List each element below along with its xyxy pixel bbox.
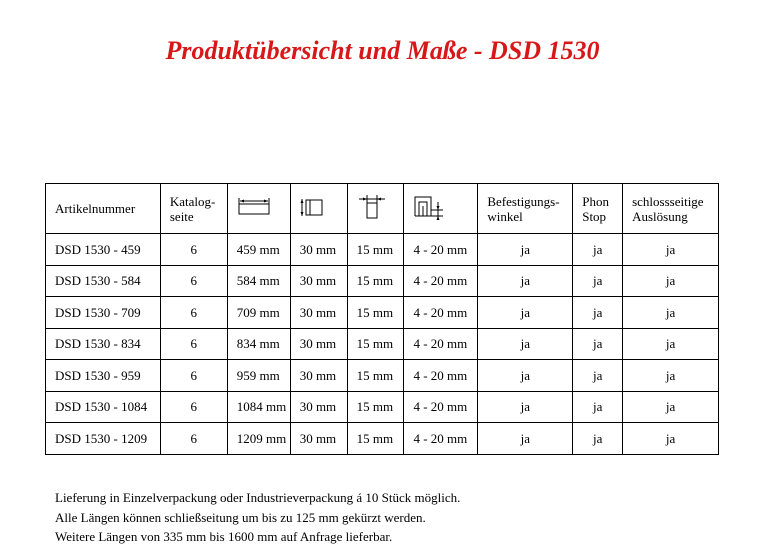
cell-bracket: ja xyxy=(478,297,573,329)
cell-range: 4 - 20 mm xyxy=(404,328,478,360)
cell-release: ja xyxy=(623,265,719,297)
cell-phon-stop: ja xyxy=(573,360,623,392)
cell-catalog: 6 xyxy=(160,360,227,392)
cell-range: 4 - 20 mm xyxy=(404,265,478,297)
depth-dimension-icon xyxy=(357,195,387,222)
header-article: Artikelnummer xyxy=(46,184,161,234)
cell-length: 1209 mm xyxy=(227,423,290,455)
cell-bracket: ja xyxy=(478,328,573,360)
cell-width: 30 mm xyxy=(290,391,347,423)
header-catalog: Katalog- seite xyxy=(160,184,227,234)
page-title: Produktübersicht und Maße - DSD 1530 xyxy=(165,36,600,65)
cell-article: DSD 1530 - 1209 xyxy=(46,423,161,455)
cell-catalog: 6 xyxy=(160,234,227,266)
product-table xyxy=(45,183,719,455)
table-row xyxy=(46,423,719,455)
cell-depth: 15 mm xyxy=(347,297,404,329)
width-dimension-icon xyxy=(300,197,324,220)
cell-length: 1084 mm xyxy=(227,391,290,423)
cell-range: 4 - 20 mm xyxy=(404,391,478,423)
cell-article: DSD 1530 - 584 xyxy=(46,265,161,297)
cell-length: 459 mm xyxy=(227,234,290,266)
header-length xyxy=(227,184,290,234)
cell-catalog: 6 xyxy=(160,265,227,297)
note-lengths: Weitere Längen von 335 mm bis 1600 mm auf Anfrage lieferbar. xyxy=(55,529,393,544)
cell-article: DSD 1530 - 834 xyxy=(46,328,161,360)
cell-bracket: ja xyxy=(478,360,573,392)
header-width xyxy=(290,184,347,234)
note-packaging: Lieferung in Einzelverpackung oder Industrieverpackung á 10 Stück möglich. xyxy=(55,490,461,505)
cell-width: 30 mm xyxy=(290,423,347,455)
cell-width: 30 mm xyxy=(290,328,347,360)
cell-catalog: 6 xyxy=(160,328,227,360)
cell-catalog: 6 xyxy=(160,391,227,423)
cell-release: ja xyxy=(623,297,719,329)
cell-catalog: 6 xyxy=(160,423,227,455)
cell-article: DSD 1530 - 459 xyxy=(46,234,161,266)
cell-depth: 15 mm xyxy=(347,391,404,423)
cell-phon-stop: ja xyxy=(573,234,623,266)
cell-depth: 15 mm xyxy=(347,265,404,297)
cell-depth: 15 mm xyxy=(347,360,404,392)
header-phon-stop: Phon Stop xyxy=(573,184,623,234)
adjustment-range-icon xyxy=(413,194,445,223)
cell-catalog: 6 xyxy=(160,297,227,329)
cell-width: 30 mm xyxy=(290,265,347,297)
table-row xyxy=(46,360,719,392)
cell-depth: 15 mm xyxy=(347,328,404,360)
header-bracket: Befestigungs- winkel xyxy=(478,184,573,234)
cell-width: 30 mm xyxy=(290,234,347,266)
cell-range: 4 - 20 mm xyxy=(404,234,478,266)
cell-phon-stop: ja xyxy=(573,328,623,360)
footnotes xyxy=(55,488,460,547)
cell-length: 959 mm xyxy=(227,360,290,392)
cell-width: 30 mm xyxy=(290,297,347,329)
cell-length: 834 mm xyxy=(227,328,290,360)
cell-range: 4 - 20 mm xyxy=(404,423,478,455)
header-depth xyxy=(347,184,404,234)
cell-phon-stop: ja xyxy=(573,265,623,297)
table-row xyxy=(46,297,719,329)
cell-release: ja xyxy=(623,328,719,360)
cell-release: ja xyxy=(623,234,719,266)
cell-depth: 15 mm xyxy=(347,234,404,266)
cell-bracket: ja xyxy=(478,265,573,297)
cell-range: 4 - 20 mm xyxy=(404,297,478,329)
cell-article: DSD 1530 - 709 xyxy=(46,297,161,329)
cell-depth: 15 mm xyxy=(347,423,404,455)
table-header-row xyxy=(46,184,719,234)
cell-release: ja xyxy=(623,391,719,423)
table-row xyxy=(46,265,719,297)
note-shortening: Alle Längen können schließseitung um bis zu 125 mm gekürzt werden. xyxy=(55,509,426,525)
cell-bracket: ja xyxy=(478,391,573,423)
cell-width: 30 mm xyxy=(290,360,347,392)
header-release: schlossseitige Auslösung xyxy=(623,184,719,234)
length-dimension-icon xyxy=(237,198,271,219)
cell-release: ja xyxy=(623,423,719,455)
cell-release: ja xyxy=(623,360,719,392)
cell-phon-stop: ja xyxy=(573,391,623,423)
cell-length: 584 mm xyxy=(227,265,290,297)
cell-phon-stop: ja xyxy=(573,423,623,455)
cell-article: DSD 1530 - 1084 xyxy=(46,391,161,423)
table-row xyxy=(46,391,719,423)
cell-phon-stop: ja xyxy=(573,297,623,329)
cell-range: 4 - 20 mm xyxy=(404,360,478,392)
header-range xyxy=(404,184,478,234)
cell-article: DSD 1530 - 959 xyxy=(46,360,161,392)
table-row xyxy=(46,328,719,360)
cell-bracket: ja xyxy=(478,234,573,266)
cell-length: 709 mm xyxy=(227,297,290,329)
cell-bracket: ja xyxy=(478,423,573,455)
table-row xyxy=(46,234,719,266)
